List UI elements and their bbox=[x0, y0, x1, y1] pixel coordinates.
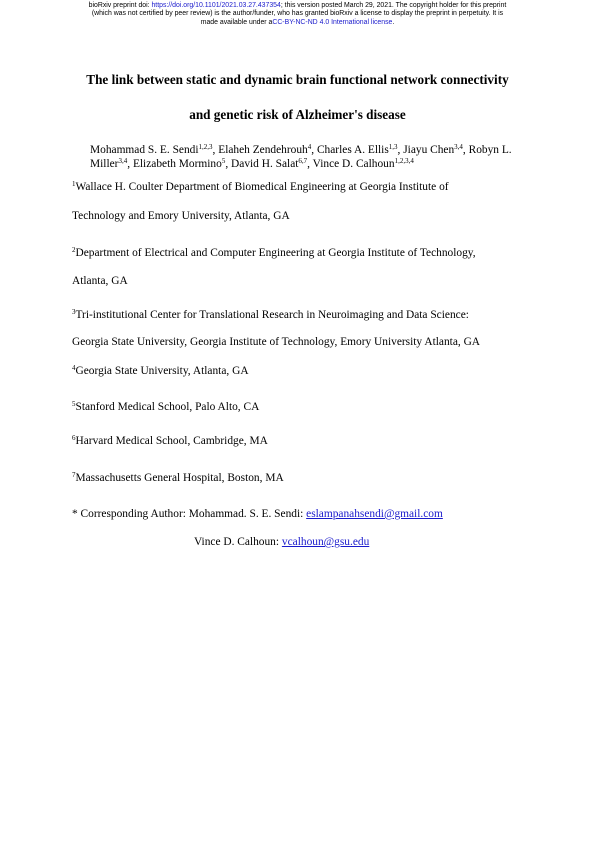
author: Charles A. Ellis$^{1,3}$, bbox=[316, 143, 404, 156]
author: Jiayu Chen$^{3,4}$, bbox=[403, 143, 469, 156]
affiliation-3: $^3$Tri-institutional Center for Translational Research in Neuroimaging and Data Science: bbox=[72, 308, 469, 321]
banner-line-1: bioRxiv preprint doi: https://doi.org/10.1101/2021.03.27.437354; this version posted March 29, 2021. The copyright holder for this preprint bbox=[88, 2, 507, 9]
author-list bbox=[90, 143, 530, 171]
affiliation-4: $^4$Georgia State University, Atlanta, GA bbox=[72, 364, 249, 377]
author: Elaheh Zendehrouh$^4$, bbox=[218, 143, 317, 156]
doi-link[interactable]: https://doi.org/10.1101/2021.03.27.437354 bbox=[151, 2, 281, 9]
author: Vince D. Calhoun$^{1,2,3,4}$ bbox=[312, 157, 414, 171]
paper-title-line-1: The link between static and dynamic brain functional network connectivity bbox=[86, 72, 509, 87]
banner-line-3: made available under aCC-BY-NC-ND 4.0 International license. bbox=[200, 18, 395, 26]
banner-line-2: (which was not certified by peer review) is the author/funder, who has granted bioRxiv a license to display the preprint in perpetuity. It is bbox=[91, 10, 504, 18]
affiliation-6: $^6$Harvard Medical School, Cambridge, MA bbox=[72, 434, 268, 447]
author: Robyn L. Miller$^{3,4}$, bbox=[90, 144, 512, 171]
affiliation-7: $^7$Massachusetts General Hospital, Boston, MA bbox=[72, 471, 284, 484]
email-link-calhoun[interactable]: vcalhoun@gsu.edu bbox=[281, 536, 370, 548]
preprint-banner bbox=[0, 2, 595, 27]
license-link[interactable]: CC-BY-NC-ND 4.0 International license bbox=[272, 18, 393, 26]
affiliation-1: $^1$Wallace H. Coulter Department of Biomedical Engineering at Georgia Institute of bbox=[72, 180, 449, 193]
author: Elizabeth Mormino$^5$, bbox=[132, 157, 232, 171]
affiliation-2: $^2$Department of Electrical and Computer Engineering at Georgia Institute of Technology, bbox=[72, 246, 476, 259]
author: David H. Salat$^{6,7}$, bbox=[231, 157, 313, 171]
email-link-sendi[interactable]: eslampanahsendi@gmail.com bbox=[306, 508, 443, 520]
paper-title-line-2: and genetic risk of Alzheimer's disease bbox=[189, 107, 406, 122]
corresponding-author-line-2: Vince D. Calhoun: vcalhoun@gsu.edu bbox=[194, 536, 370, 548]
author: Mohammad S. E. Sendi$^{1,2,3}$, bbox=[90, 143, 219, 156]
corresponding-author-line-1: * Corresponding Author: Mohammad. S. E. Sendi: eslampanahsendi@gmail.com bbox=[72, 508, 443, 520]
affiliation-2-cont: Atlanta, GA bbox=[72, 275, 128, 287]
affiliation-3-cont: Georgia State University, Georgia Institute of Technology, Emory University Atlanta, GA bbox=[72, 336, 481, 348]
affiliation-1-cont: Technology and Emory University, Atlanta, GA bbox=[72, 210, 290, 222]
affiliation-5: $^5$Stanford Medical School, Palo Alto, CA bbox=[72, 400, 260, 413]
